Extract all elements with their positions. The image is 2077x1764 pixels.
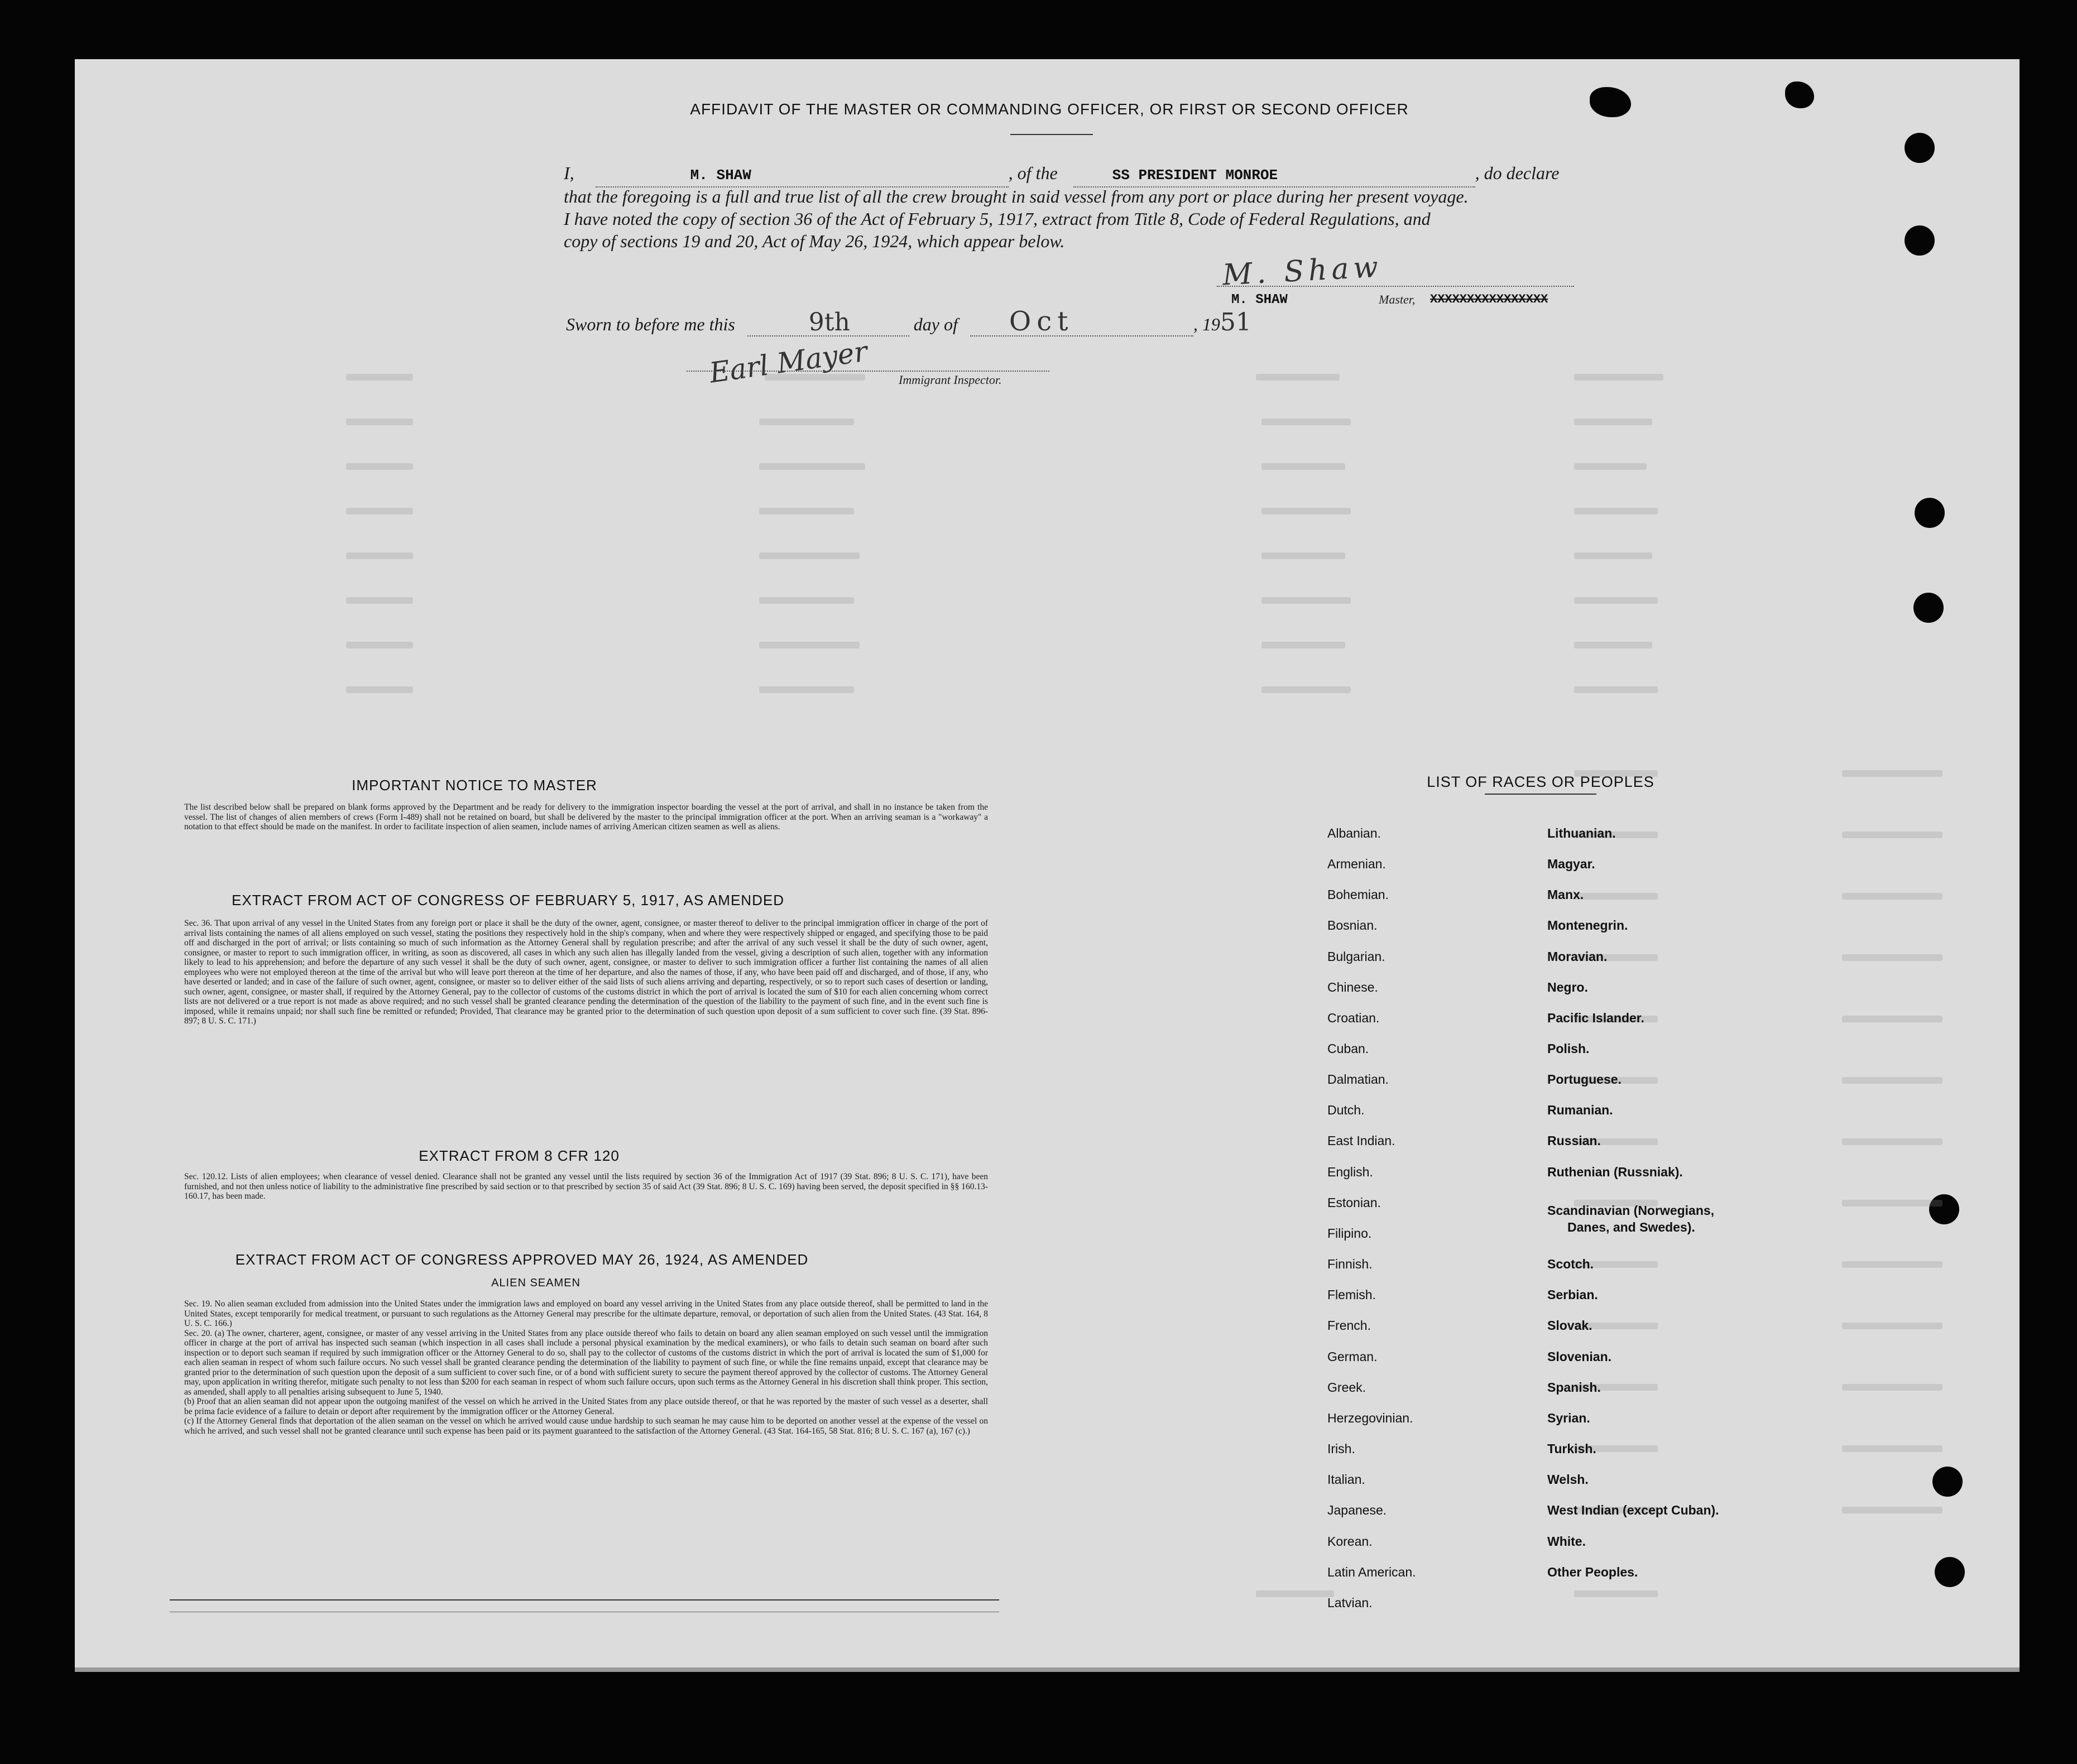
punch-hole — [1905, 133, 1935, 163]
races-title: LIST OF RACES OR PEOPLES — [1427, 773, 1654, 790]
race-left-item: Estonian. — [1327, 1195, 1381, 1210]
race-right-item: Lithuanian. — [1547, 826, 1616, 840]
races-title-underline — [1485, 794, 1596, 795]
race-right-item: Welsh. — [1547, 1472, 1589, 1487]
struck-title: XXXXXXXXXXXXXXXX — [1430, 292, 1548, 306]
inspector-label: Immigrant Inspector. — [899, 373, 1002, 387]
master-name-field — [596, 162, 1009, 188]
sec-19-paragraph: Sec. 19. No alien seaman excluded from admission into the United States under the immigration laws and employed on board any vessel arriving in the United States from any place outside thereof, shall be permitted to land in the United States, except temporarily for medical treatment, or pursuant to such regulations as the Attorney General may prescribe for the ultimate departure, removal, or deportation of such alien from the United States. (43 Stat. 164, 8 U. S. C. 166.) — [184, 1299, 988, 1328]
day-field — [747, 308, 909, 337]
do-declare-label: , do declare — [1475, 163, 1560, 183]
punch-hole — [1905, 225, 1935, 256]
affidavit-line-4: copy of sections 19 and 20, Act of May 26, 1924, which appear below. — [564, 231, 1065, 251]
race-right-item: Russian. — [1547, 1133, 1601, 1148]
race-left-item: Irish. — [1327, 1441, 1355, 1456]
race-left-item: Korean. — [1327, 1534, 1373, 1549]
alien-seamen-subheading: ALIEN SEAMEN — [491, 1277, 581, 1289]
race-left-item: Croatian. — [1327, 1011, 1380, 1025]
master-label: Master, — [1379, 292, 1416, 306]
sworn-label: Sworn to before me this — [566, 314, 735, 334]
race-left-item: East Indian. — [1327, 1133, 1395, 1148]
notice-heading: IMPORTANT NOTICE TO MASTER — [352, 777, 597, 794]
race-left-item: Latin American. — [1327, 1565, 1416, 1579]
vessel-name-field — [1073, 162, 1475, 188]
affidavit-line-1 — [564, 162, 1574, 188]
notice-body: The list described below shall be prepared on blank forms approved by the Department and be ready for delivery to the immigration inspector boarding the vessel at the port of arrival, and shall in no instance be taken from the vessel. The list of changes of alien members of crews (Form I-489) shall not be retained on board, but shall be delivered by the master to the principal immigration officer at the port. When an arriving seaman is a "workaway" a notation to that effect should be made on the manifest. In order to facilitate inspection of alien seamen, include names of arriving American citizen seamen as well as aliens. — [184, 802, 988, 831]
extract-1917-body: Sec. 36. That upon arrival of any vessel in the United States from any foreign port or place it shall be the duty of the owner, agent, consignee, or master thereof to deliver to the principal immigration officer in charge of the port of arrival lists containing the names of all aliens employed on such vessel, stating the positions they respectively hold in the ship's company, when and where they were respectively shipped or engaged, and specifying those to be paid off and discharged in the port of arrival; or lists containing so much of such information as the Attorney General shall by regulation prescribe; and after the arrival of any such vessel it shall be the duty of such owner, agent, consignee, or master to report to such immigration officer, in writing, as soon as discovered, all cases in which any such alien has illegally landed from the vessel, giving a description of such alien, together with any information likely to lead to his apprehension; and before the departure of any such vessel it shall be the duty of such owner, agent, consignee, or master to deliver to such immigration officer a further list containing the names of all alien employees who were not employed thereon at the time of the arrival but who will leave port thereon at the time of her departure, and also the names of those, if any, who have been paid off and discharged, and of those, if any, who have deserted or landed; and in case of the failure of such owner, agent, consignee, or master so to deliver either of the said lists of such aliens arriving and departing, respectively, or so to report such cases of desertion or landing, such owner, agent, consignee, or master shall, if required by the Attorney General, pay to the collector of customs of the customs district in which the port of arrival is located the sum of $10 for each alien concerning whom correct lists are not delivered or a true report is not made as above required; and no such vessel shall be granted clearance pending the determination of the question of the liability to the payment of such fine, and in the event such fine is imposed, while it remains unpaid; nor shall such fine be remitted or refunded; Provided, That clearance may be granted prior to the determination of such question upon deposit of a sum sufficient to cover such fine. (39 Stat. 896-897; 8 U. S. C. 171.) — [184, 919, 988, 1026]
affidavit-line-3: I have noted the copy of section 36 of the Act of February 5, 1917, extract from Title 8, Code of Federal Regulations, and — [564, 209, 1431, 229]
race-left-item: Bohemian. — [1327, 887, 1389, 902]
race-left-item: Flemish. — [1327, 1287, 1376, 1302]
race-right-item: Danes, and Swedes). — [1567, 1220, 1695, 1234]
year-value: 51 — [1220, 308, 1251, 337]
extract-cfr-heading: EXTRACT FROM 8 CFR 120 — [419, 1147, 620, 1164]
race-left-item: Herzegovinian. — [1327, 1411, 1413, 1425]
race-left-item: Bulgarian. — [1327, 949, 1385, 964]
race-right-item: Turkish. — [1547, 1441, 1596, 1456]
i-label: I, — [564, 163, 574, 183]
affidavit-title: AFFIDAVIT OF THE MASTER OR COMMANDING OFFICER, OR FIRST OR SECOND OFFICER — [690, 100, 1409, 118]
race-right-item: Ruthenian (Russniak). — [1547, 1165, 1683, 1179]
race-right-item: Syrian. — [1547, 1411, 1590, 1425]
race-right-item: Rumanian. — [1547, 1103, 1613, 1117]
title-underline — [1010, 134, 1093, 135]
page-shadow-edge — [75, 1667, 2020, 1672]
race-right-item: Portuguese. — [1547, 1072, 1622, 1087]
sec-20b-paragraph: (b) Proof that an alien seaman did not appear upon the outgoing manifest of the vessel on which he arrived in the United States from any place outside thereof, or that he was reported by the master of such vessel as a deserter, shall be prima facie evidence of a failure to detain or deport after requirement by the immigration officer or the Attorney General. — [184, 1397, 988, 1416]
race-left-item: Dalmatian. — [1327, 1072, 1389, 1087]
race-right-item: Montenegrin. — [1547, 918, 1628, 933]
day-value: 9th — [808, 308, 850, 337]
race-left-item: Albanian. — [1327, 826, 1381, 840]
race-right-item: Scotch. — [1547, 1257, 1594, 1271]
master-signature: M. Shaw — [1221, 250, 1384, 292]
race-left-item: Japanese. — [1327, 1503, 1387, 1517]
race-right-item: Moravian. — [1547, 949, 1608, 964]
year-prefix: , 19 — [1193, 314, 1220, 334]
race-right-item: Polish. — [1547, 1041, 1590, 1056]
master-signature-line — [1217, 286, 1574, 287]
race-right-item: White. — [1547, 1534, 1586, 1549]
extract-1924-body — [184, 1299, 988, 1436]
race-right-item: Slovak. — [1547, 1318, 1592, 1333]
race-left-item: Dutch. — [1327, 1103, 1365, 1117]
extract-cfr-body: Sec. 120.12. Lists of alien employees; when clearance of vessel denied. Clearance shall not be granted any vessel until the lists required by section 36 of the Immigration Act of 1917 (39 Stat. 896; 8 U. S. C. 171), have been furnished, and not then unless notice of liability to the administrative fine prescribed by said section or to that prescribed by section 35 of said Act (39 Stat. 896; 8 U. S. C. 169) having been served, the deposit specified in §§ 160.13-160.17, has been made. — [184, 1172, 988, 1201]
race-right-item: Manx. — [1547, 887, 1584, 902]
of-the-label: , of the — [1008, 163, 1058, 183]
extract-1917-heading: EXTRACT FROM ACT OF CONGRESS OF FEBRUARY 5, 1917, AS AMENDED — [232, 892, 784, 909]
sec-20c-paragraph: (c) If the Attorney General finds that deportation of the alien seaman on the vessel on which he arrived would cause undue hardship to such seaman he may cause him to be deported on another vessel at the expense of the vessel on which he arrived, and such vessel shall not be granted clearance until such expense has been paid or its payment guaranteed to the satisfaction of the Attorney General. (43 Stat. 164-165, 58 Stat. 816; 8 U. S. C. 167 (a), 167 (c).) — [184, 1416, 988, 1436]
race-right-item: Slovenian. — [1547, 1349, 1612, 1364]
vessel-name-value: SS PRESIDENT MONROE — [1112, 167, 1278, 184]
day-of-label: day of — [913, 314, 958, 334]
race-left-item: Italian. — [1327, 1472, 1365, 1487]
inspector-signature: Earl Mayer — [707, 335, 870, 390]
affidavit-line-2: that the foregoing is a full and true list of all the crew brought in said vessel from any port or place during her present voyage. — [564, 186, 1469, 206]
race-left-item: Cuban. — [1327, 1041, 1369, 1056]
sworn-line — [566, 306, 1403, 337]
race-right-item: Negro. — [1547, 980, 1588, 994]
race-right-item: West Indian (except Cuban). — [1547, 1503, 1719, 1517]
race-right-item: Magyar. — [1547, 857, 1595, 871]
sec-20a-paragraph: Sec. 20. (a) The owner, charterer, agent, consignee, or master of any vessel arriving in the United States from any place outside thereof who fails to detain on board any alien seaman employed on such vessel until the immigration officer in charge at the port of arrival has inspected such seaman (which inspection in all cases shall include a personal physical examination by the medical examiners), or who fails to detain such seaman on board after such inspection or to deport such seaman if required by such immigration officer or the Attorney General to do so, shall pay to the collector of customs of the customs district in which the port of arrival is located the sum of $1,000 for each alien seaman in respect of whom such failure occurs. No such vessel shall be granted clearance pending the determination of the liability to payment of such fine, or while the fine remains unpaid, except that clearance may be granted prior to the determination of such question upon the deposit of a sum sufficient to cover such fine, or of a bond with sufficient surety to secure the payment thereof approved by the collector of customs. The Attorney General may, upon application in writing therefor, mitigate such penalty to not less than $200 for each seaman in respect of whom such failure occurs, upon such terms as the Attorney General in his discretion shall think proper. This section, as amended, shall apply to all penalties arising subsequent to June 5, 1940. — [184, 1328, 988, 1397]
race-left-item: French. — [1327, 1318, 1371, 1333]
master-name-value: M. SHAW — [690, 167, 751, 184]
race-left-item: Bosnian. — [1327, 918, 1378, 933]
race-right-item: Spanish. — [1547, 1380, 1601, 1395]
month-field — [970, 306, 1193, 337]
race-right-item: Pacific Islander. — [1547, 1011, 1644, 1025]
race-right-item: Other Peoples. — [1547, 1565, 1638, 1579]
race-left-item: Greek. — [1327, 1380, 1366, 1395]
extract-1924-heading: EXTRACT FROM ACT OF CONGRESS APPROVED MAY 26, 1924, AS AMENDED — [235, 1251, 809, 1268]
race-left-item: Latvian. — [1327, 1595, 1373, 1610]
race-left-item: Armenian. — [1327, 857, 1386, 871]
race-left-item: English. — [1327, 1165, 1373, 1179]
master-typed-name: M. SHAW — [1231, 292, 1288, 307]
race-left-item: Filipino. — [1327, 1226, 1372, 1241]
inspector-signature-line — [687, 371, 1049, 372]
race-left-item: Finnish. — [1327, 1257, 1373, 1271]
bottom-rule — [170, 1599, 999, 1600]
race-left-item: German. — [1327, 1349, 1378, 1364]
race-right-item: Scandinavian (Norwegians, — [1547, 1203, 1715, 1218]
month-value: Oct — [1009, 306, 1074, 337]
race-right-item: Serbian. — [1547, 1287, 1598, 1302]
race-left-item: Chinese. — [1327, 980, 1378, 994]
